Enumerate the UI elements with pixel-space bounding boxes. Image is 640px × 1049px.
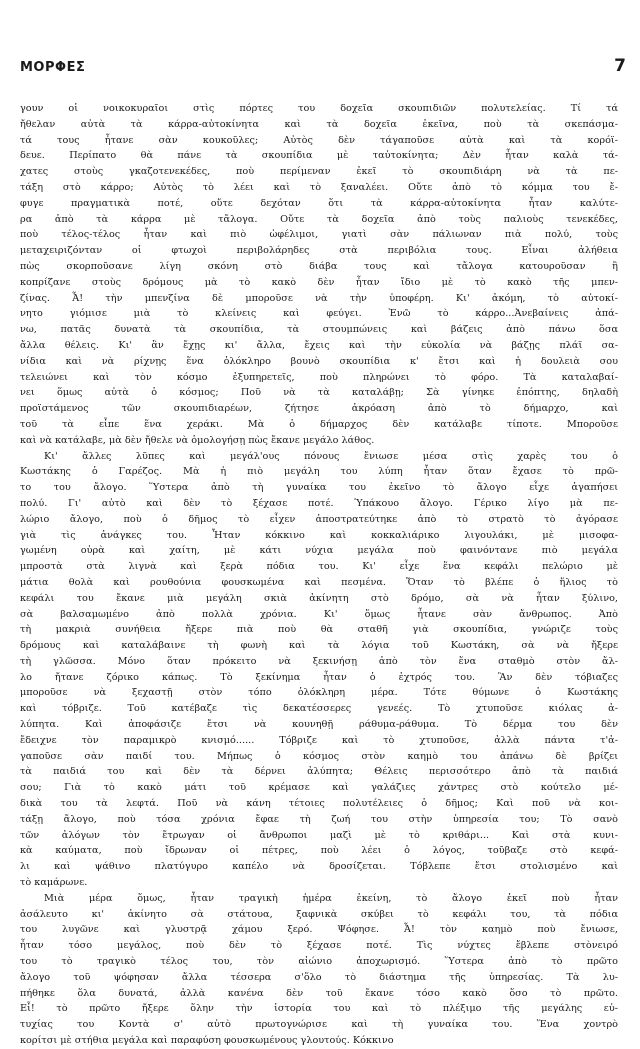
text-line: τὴ μακριὰ συνήθεια ἤξερε πιὰ ποὺ θὰ σταθῆ γιὰ σκουπίδια, γνώριζε τοὺς	[20, 624, 618, 636]
text-line: τάξῃ ἄλογο, ποὺ τόσα χρόνια ἔφαε τὴ ζωή του στὴν ὑπηρεσία του; Τὸ σανὸ	[20, 813, 618, 825]
text-line: ἄλλα θέλεις. Κι' ἂν ἔχῃς κι' ἄλλα, ἔχεις καὶ τὴν εὐκολία νὰ βάζῃς πλάϊ σα-	[20, 339, 618, 351]
text-line: ρα ἀπὸ τὰ κάρρα μὲ τἄλογα. Οὔτε τὰ δοχεῖα ἀπὸ τοὺς παλιοὺς τενεκέδες,	[20, 213, 618, 225]
text-line: νητο γιόμισε μιὰ τὸ κλείνεις καὶ φεύγει. Ἐνῶ τὸ κάρρο...Ἀνεβαίνεις ἀπά-	[20, 308, 618, 320]
paragraph	[20, 101, 618, 449]
text-line: λι καὶ ψάθινο πλατύγυρο καπέλο νὰ δροσίζεται. Τόβλεπε ἔτσι στολισμένο καὶ	[20, 861, 618, 873]
text-line: νίδια καὶ νὰ ρίχνῃς ἕνα ὁλόκληρο βουνὸ σκουπίδια κ' ἔτσι καὶ ἡ δουλειὰ σου	[20, 355, 618, 367]
text-line: προϊστάμενος τῶν σκουπιδιαρέων, ζήτησε ἀκρόαση ἀπὸ τὸ δήμαρχο, καὶ	[20, 403, 618, 415]
text-line: νω, πατᾶς δυνατὰ τὰ σκουπίδια, τὰ στουμπώνεις καὶ βάζεις ἀπὸ πάνω ὅσα	[20, 324, 618, 336]
text-line: ποὺ τέλος-τέλος ἦταν καὶ πιὸ ὠφέλιμοι, γιατὶ σὰν πάλιωναν πιὰ πολύ, τοὺς	[20, 229, 618, 241]
text-line: ἀσάλευτο κι' ἀκίνητο σὰ στάτουα, ξαφνικὰ σκύβει τὸ κεφάλι του, τὰ πόδια	[20, 908, 618, 920]
text-line: Κι' ἄλλες λῦπες καὶ μεγάλ'ους πόνους ἔνιωσε μέσα στὶς χαρὲς του ὁ	[44, 450, 618, 462]
text-line: χατες στοὺς γκαζοτενεκέδες, ποὺ περίμεναν ἐκεῖ τὸ σκουπιδιάρη νὰ τὰ πε-	[20, 166, 618, 178]
text-line: μάτια θολὰ καὶ ρουθούνια φουσκωμένα καὶ πεσμένα. Ὅταν τὸ βλέπε ὁ ἥλιος τὸ	[20, 576, 618, 588]
text-line: νει ὅμως αὐτὰ ὁ κόσμος; Ποῦ νὰ τὰ καταλάβῃ; Σὰ γίνηκε ἐπόπτης, δηλαδὴ	[20, 387, 618, 399]
page-number: 7	[614, 56, 626, 76]
running-title: ΜΟΡΦΕΣ	[20, 60, 86, 75]
text-line: ἔδειχνε τὸν παραμικρὸ κνισμό...... Τόβριζε καὶ τὸ χτυποῦσε, ἀλλὰ πάντα τ'ἀ-	[20, 734, 618, 746]
text-line: τάξη στὸ κάρρο; Αὐτὸς τὸ λέει καὶ τὸ ξαναλέει. Οὔτε ἀπὸ τὸ κόμμα του ἔ-	[20, 181, 618, 193]
text-line: μπροστὰ στὰ λιγνὰ καὶ ξερὰ πόδια του. Κι' εἶχε ἕνα κεφάλι πελώριο μὲ	[20, 561, 618, 573]
text-line: λο ἤτανε ζόρικο κάπως. Τὸ ξεκίνημα ἦταν ὁ ἐχτρός του. Ἂν δὲν τόβιαζες	[20, 671, 618, 683]
text-line: ἦταν τόσο μεγάλος, ποὺ δὲν τὸ ξέχασε ποτέ. Τὶς νύχτες ἔβλεπε στὸνειρό	[20, 940, 618, 952]
text-line: δρόμους καὶ καταλάβαινε τὴ φωνὴ καὶ τὰ λόγια τοῦ Κωστάκη, σὰ νὰ ἤξερε	[20, 640, 618, 652]
paragraph	[20, 449, 618, 891]
text-line: ζίνας. Ἆ! τὴν μπενζίνα δὲ μποροῦσε νὰ τὴν ὑποφέρη. Κι' ἀκόμη, τὸ αὐτοκί-	[20, 292, 618, 304]
body-text	[20, 101, 618, 1049]
text-line: κεφάλι του ἔκανε μιὰ μεγάλη σκιὰ ἀκίνητη στὸ δρόμο, σὰ νὰ ἦταν ξύλινο,	[20, 592, 618, 604]
text-line: του λυγῶνε καὶ γλυστρᾷ χάμου ξερό. Ψόφησε. Ἆ! τὸν καημὸ ποὺ ἔνιωσε,	[20, 924, 618, 936]
text-line: μεταχειριζόνταν οἱ φτωχοὶ περιβολάρηδες στὰ περιβόλια τους. Εἶναι ἀλήθεια	[20, 245, 618, 257]
text-line: τά τους ἦτανε σὰν κουκοῦλες; Αὐτὸς δὲν τάγαποῦσε αὐτὰ καὶ τὰ κορόϊ-	[20, 134, 618, 146]
text-line: λώριο ἄλογο, ποὺ ὁ δῆμος τὸ εἶχεν ἀποστρατεύτηκε ἀπὸ τὸ στρατὸ τὸ ἀγόρασε	[20, 513, 618, 525]
text-line: Μιὰ μέρα ὅμως, ἦταν τραγικὴ ἡμέρα ἐκείνη, τὸ ἄλογο ἐκεῖ ποὺ ἦταν	[44, 892, 618, 904]
text-line: κορίτσι μὲ στήθια μεγάλα καὶ παραφύση φουσκωμένους γλουτούς. Κόκκινο	[20, 1035, 394, 1047]
text-line: τὸ καμάρωνε.	[20, 877, 88, 889]
text-line: σου; Γιὰ τὸ κακὸ μάτι τοῦ κρέμασε καὶ γαλάζιες χάντρες στὸ κούτελο μέ-	[20, 782, 618, 794]
text-line: ἄλογο τοῦ ψόφησαν ἄλλα τέσσερα σ'ὅλο τὸ διάστημα τῆς ὑπηρεσίας. Τὰ λυ-	[20, 971, 618, 983]
text-line: Εἶ! τὸ πρῶτο ἤξερε ὅλην τὴν ἱστορία του καὶ τὸ πλέξιμο τῆς μεγάλης εὐ-	[20, 1003, 618, 1015]
text-line: τυχίας του Κοντὰ σ' αὐτὸ πρωτογνώρισε καὶ τὴ γυναίκα του. Ἕνα χοντρὸ	[20, 1019, 618, 1031]
text-line: κὰ καύματα, ποὺ ἴδρωναν οἱ πέτρες, ποὺ λέει ὁ λόγος, τοῦβαζε στὸ κεφά-	[20, 845, 618, 857]
text-line: ἤθελαν αὐτὰ τὰ κάρρα-αὐτοκίνητα καὶ τὰ δοχεῖα ἐκεῖνα, ποὺ τὰ σκεπάσμα-	[20, 118, 618, 130]
text-line: καὶ νὰ κατάλαβε, μὰ δὲν ἤθελε νὰ ὁμολογήσῃ πὼς ἔκανε μεγάλο λάθος.	[20, 434, 375, 446]
text-line: δευε. Περίπατο θὰ πάνε τὰ σκουπίδια μὲ ταὐτοκίνητα; Δὲν ἦταν καλὰ τά-	[20, 150, 618, 162]
text-line: το του ἄλογο. Ὕστερα ἀπὸ τὴ γυναίκα του ἐκεῖνο τὸ ἄλογο εἶχε ἀγαπήσει	[20, 482, 618, 494]
text-line: γαποῦσε σὰν παιδί του. Μήπως ὁ κόσμος στὸν καημὸ του ἀπάνω δὲ βρίζει	[20, 750, 618, 762]
text-line: τῶν ἀλόγων τὸν ἔτρωγαν οἱ ἄνθρωποι μαζὶ μὲ τὸ κριθάρι... Καὶ στὰ κυνι-	[20, 829, 618, 841]
text-line: γωμένη οὐρὰ καὶ χαίτη, μὲ κάτι νύχια μεγάλα ποὺ φαινόντανε πιὸ μεγάλα	[20, 545, 618, 557]
text-line: τελειώνει καὶ τὸν κόσμο ἐξυπηρετεῖς, ποὺ πληρώνει τὸ φόρο. Τὰ καταλαβαί-	[20, 371, 618, 383]
text-line: κοπρίζανε στοὺς δρόμους μὰ τὸ κακὸ δὲν ἦταν ἴδιο μὲ τὸ κακὸ τῆς μπεν-	[20, 276, 618, 288]
text-line: πήθηκε ὅλα δυνατά, ἀλλὰ κανένα δὲν τοῦ ἔκανε τόσο κακὸ ὅσο τὸ πρῶτο.	[20, 987, 618, 999]
page-header	[20, 56, 626, 80]
text-line: γουν οἱ νοικοκυραῖοι στὶς πόρτες του δοχεῖα σκουπιδιῶν πολυτελείας. Τί τά	[20, 103, 618, 114]
text-line: σὰ βαλσαμωμένο ἀπὸ πολλὰ χρόνια. Κι' ὅμως ἦτανε σὰν ἄνθρωπος. Ἀπὸ	[20, 608, 618, 620]
text-line: φυγε πραγματικὰ ποτέ, οὔτε δεχόταν ὅτι τὰ κάρρα-αὐτοκίνητα ἦταν καλύτε-	[20, 197, 618, 209]
paragraph	[20, 891, 618, 1049]
text-line: Κωστάκης ὁ Γαρέζος. Μὰ ἡ πιὸ μεγάλη του λύπη ἦταν ὅταν ἔχασε τὸ πρῶ-	[20, 466, 618, 478]
text-line: του τὸ τραγικὸ τέλος του, τὸν αἰώνιο ἀποχωρισμό. Ὕστερα ἀπὸ τὸ πρῶτο	[20, 956, 618, 968]
text-line: καὶ τόβριζε. Τοῦ κατέβαζε τὶς δεκατέσσερες γενεές. Τὸ χτυποῦσε κιόλας ἀ-	[20, 703, 618, 715]
text-line: λύπητα. Καὶ ἀποφάσιζε ἔτσι νὰ κουνηθῇ ράθυμα-ράθυμα. Τὸ δέρμα του δὲν	[20, 719, 618, 731]
text-line: τὴ γλῶσσα. Μόνο ὅταν πρόκειτο νὰ ξεκινήσῃ ἀπὸ τὸν ἕνα σταθμὸ στὸν ἄλ-	[20, 655, 618, 667]
text-line: τοῦ τὰ εἶπε ἕνα χεράκι. Μὰ ὁ δήμαρχος δὲν κατάλαβε τίποτε. Μποροῦσε	[20, 418, 618, 430]
text-line: μποροῦσε νὰ ξεχαστῇ στὸν τόπο ὁλόκληρη μέρα. Τότε θύμωνε ὁ Κωστάκης	[20, 687, 618, 699]
text-line: πολύ. Γι' αὐτὸ καὶ δὲν τὸ ξέχασε ποτέ. Ὑπάκουο ἄλογο. Γέρικο λίγο μὰ πε-	[20, 497, 618, 509]
text-line: πὼς σκορποῦσανε λίγη σκόνη στὸ διάβα τους καὶ τἄλογα κατουροῦσαν ἢ	[20, 260, 618, 272]
text-line: τὰ παιδιά του καὶ δὲν τὰ δέρνει ἀλύπητα; Θέλεις περισσότερο ἀπὸ τὰ παιδιά	[20, 766, 618, 778]
text-line: δικὰ του τὰ λεφτά. Ποῦ νὰ κάνη τέτοιες πολυτέλειες ὁ δῆμος; Καὶ ποῦ νὰ κοι-	[20, 798, 618, 810]
text-line: γιὰ τὶς ἀνάγκες του. Ἦταν κόκκινο καὶ κοκκαλιάρικο λιγουλάκι, μὲ μισοφα-	[20, 529, 618, 541]
